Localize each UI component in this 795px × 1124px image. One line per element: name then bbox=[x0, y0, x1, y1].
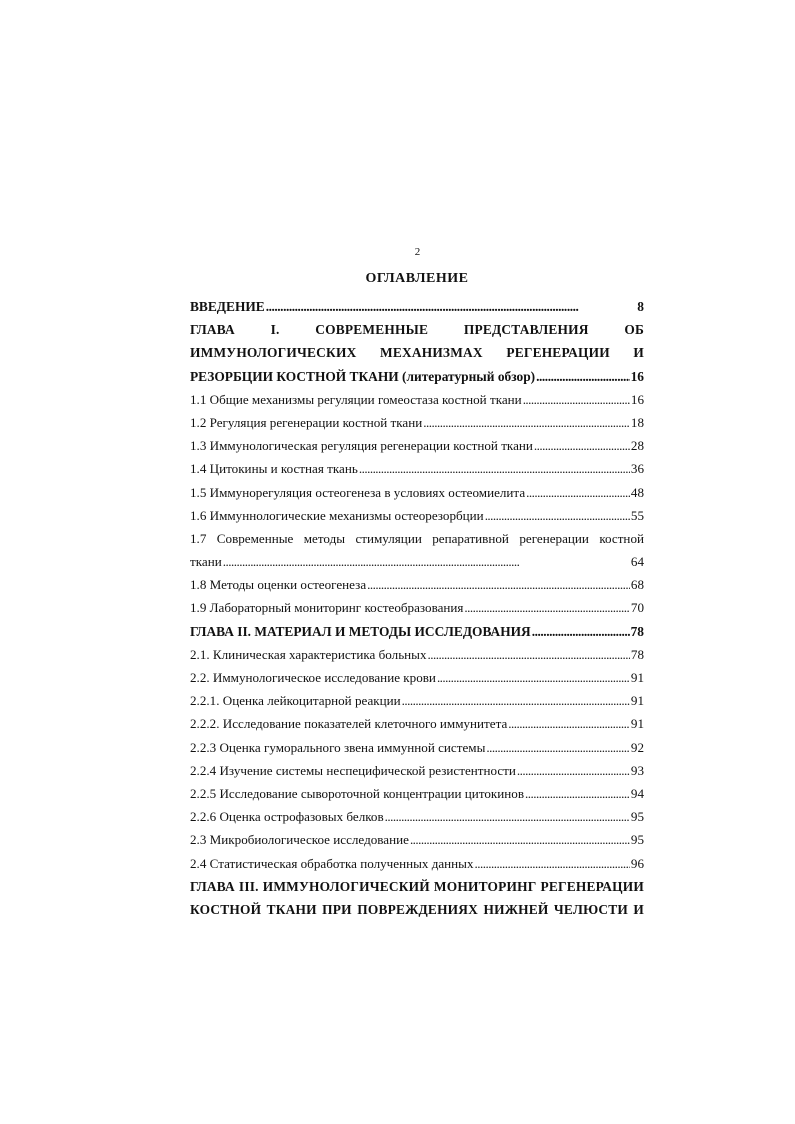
toc-entry-introduction[interactable] bbox=[190, 295, 644, 318]
toc-entry-label: 2.3 Микробиологическое исследование bbox=[190, 832, 409, 848]
toc-entry[interactable] bbox=[190, 411, 644, 434]
dot-leader bbox=[508, 712, 630, 735]
toc-entry-page: 18 bbox=[630, 414, 644, 430]
toc-entry[interactable] bbox=[190, 828, 644, 851]
dot-leader bbox=[464, 596, 629, 619]
toc-entry-page: 91 bbox=[630, 693, 644, 709]
toc-entry-label: РЕЗОРБЦИИ КОСТНОЙ ТКАНИ (литературный обзор) bbox=[190, 368, 536, 384]
toc-entry-page: 95 bbox=[630, 809, 644, 825]
dot-leader bbox=[485, 504, 630, 527]
dot-leader bbox=[359, 457, 630, 480]
toc-entry-label: 2.4 Статистическая обработка полученных данных bbox=[190, 855, 474, 871]
toc-entry-page: 28 bbox=[630, 438, 644, 454]
table-of-contents bbox=[190, 295, 644, 921]
toc-entry[interactable] bbox=[190, 736, 644, 759]
toc-entry[interactable] bbox=[190, 782, 644, 805]
dot-leader bbox=[526, 481, 630, 504]
toc-entry-label: 1.1 Общие механизмы регуляции гомеостаза костной ткани bbox=[190, 391, 522, 407]
toc-entry-page: 36 bbox=[630, 461, 644, 477]
toc-entry-line: ГЛАВА I. СОВРЕМЕННЫЕ ПРЕДСТАВЛЕНИЯ ОБ bbox=[190, 322, 644, 338]
toc-heading: ОГЛАВЛЕНИЕ bbox=[365, 271, 469, 286]
toc-entry-label: 1.2 Регуляция регенерации костной ткани bbox=[190, 414, 423, 430]
dot-leader bbox=[532, 620, 630, 643]
toc-entry[interactable] bbox=[190, 805, 644, 828]
dot-leader bbox=[517, 759, 630, 782]
toc-entry[interactable] bbox=[190, 759, 644, 782]
toc-entry[interactable] bbox=[190, 643, 644, 666]
dot-leader bbox=[437, 666, 630, 689]
toc-entry-page: 16 bbox=[630, 368, 644, 384]
dot-leader bbox=[266, 295, 637, 318]
toc-entry[interactable] bbox=[190, 596, 644, 619]
toc-entry-line: 1.7 Современные методы стимуляции репаративной регенерации костной bbox=[190, 530, 644, 546]
toc-entry-label: 1.6 Иммуннологические механизмы остеорезорбции bbox=[190, 507, 484, 523]
page-number: 2 bbox=[414, 246, 421, 258]
toc-entry-page: 92 bbox=[630, 739, 644, 755]
toc-entry-label: 1.8 Методы оценки остеогенеза bbox=[190, 577, 367, 593]
toc-entry-label: ГЛАВА II. МАТЕРИАЛ И МЕТОДЫ ИССЛЕДОВАНИЯ bbox=[190, 623, 531, 639]
dot-leader bbox=[428, 643, 630, 666]
toc-entry-page: 70 bbox=[630, 600, 644, 616]
toc-entry-page: 8 bbox=[637, 299, 644, 314]
toc-entry-label: 2.2.3 Оценка гуморального звена иммунной системы bbox=[190, 739, 486, 755]
toc-entry-label: ВВЕДЕНИЕ bbox=[190, 299, 265, 314]
toc-entry-label: 2.2.5 Исследование сывороточной концентрации цитокинов bbox=[190, 785, 525, 801]
toc-entry-page: 55 bbox=[630, 507, 644, 523]
dot-leader bbox=[534, 434, 630, 457]
dot-leader bbox=[223, 550, 630, 573]
toc-entry[interactable] bbox=[190, 504, 644, 527]
toc-entry-label: 1.5 Иммунорегуляция остеогенеза в условиях остеомиелита bbox=[190, 484, 526, 500]
toc-entry-label: 1.4 Цитокины и костная ткань bbox=[190, 461, 358, 477]
toc-entry-label: 2.2.4 Изучение системы неспецифической резистентности bbox=[190, 762, 516, 778]
toc-entry-page: 95 bbox=[630, 832, 644, 848]
toc-entry-label: ткани bbox=[190, 554, 222, 570]
dot-leader bbox=[475, 852, 630, 875]
toc-entry[interactable] bbox=[190, 481, 644, 504]
toc-entry[interactable] bbox=[190, 573, 644, 596]
toc-entry-line: ИММУНОЛОГИЧЕСКИХ МЕХАНИЗМАХ РЕГЕНЕРАЦИИ И bbox=[190, 345, 644, 361]
toc-entry[interactable] bbox=[190, 666, 644, 689]
toc-entry-page: 48 bbox=[630, 484, 644, 500]
toc-entry[interactable] bbox=[190, 527, 644, 573]
toc-entry-label: 1.9 Лабораторный мониторинг костеобразования bbox=[190, 600, 464, 616]
toc-entry-label: 1.3 Иммунологическая регуляция регенерации костной ткани bbox=[190, 438, 533, 454]
dot-leader bbox=[367, 573, 630, 596]
dot-leader bbox=[410, 828, 630, 851]
toc-entry-chapter-2[interactable] bbox=[190, 620, 644, 643]
toc-entry-chapter-1[interactable] bbox=[190, 318, 644, 388]
toc-entry-page: 94 bbox=[630, 785, 644, 801]
dot-leader bbox=[423, 411, 630, 434]
toc-entry[interactable] bbox=[190, 712, 644, 735]
toc-entry-chapter-3[interactable] bbox=[190, 875, 644, 921]
toc-entry[interactable] bbox=[190, 689, 644, 712]
toc-entry-page: 16 bbox=[630, 391, 644, 407]
toc-entry-page: 68 bbox=[630, 577, 644, 593]
toc-entry[interactable] bbox=[190, 457, 644, 480]
toc-entry-label: 2.2. Иммунологическое исследование крови bbox=[190, 670, 436, 685]
dot-leader bbox=[486, 736, 630, 759]
toc-entry-page: 93 bbox=[630, 762, 644, 778]
toc-entry-page: 96 bbox=[630, 855, 644, 871]
toc-entry-label: 2.2.2. Исследование показателей клеточного иммунитета bbox=[190, 716, 508, 732]
toc-entry-label: 2.1. Клиническая характеристика больных bbox=[190, 646, 427, 662]
toc-entry-page: 64 bbox=[630, 554, 644, 570]
toc-entry-line: КОСТНОЙ ТКАНИ ПРИ ПОВРЕЖДЕНИЯХ НИЖНЕЙ ЧЕЛЮСТИ И bbox=[190, 901, 644, 917]
dot-leader bbox=[402, 689, 630, 712]
dot-leader bbox=[525, 782, 630, 805]
toc-entry-page: 78 bbox=[630, 623, 644, 639]
toc-entry[interactable] bbox=[190, 388, 644, 411]
toc-entry-page: 91 bbox=[630, 670, 644, 685]
toc-entry[interactable] bbox=[190, 434, 644, 457]
toc-entry-line: ГЛАВА III. ИММУНОЛОГИЧЕСКИЙ МОНИТОРИНГ РЕГЕНЕРАЦИИ bbox=[190, 878, 644, 894]
toc-entry-page: 91 bbox=[630, 716, 644, 732]
toc-entry-label: 2.2.1. Оценка лейкоцитарной реакции bbox=[190, 693, 401, 709]
dot-leader bbox=[523, 388, 630, 411]
dot-leader bbox=[385, 805, 630, 828]
toc-entry[interactable] bbox=[190, 852, 644, 875]
toc-entry-page: 78 bbox=[630, 646, 644, 662]
toc-entry-label: 2.2.6 Оценка острофазовых белков bbox=[190, 809, 384, 825]
dot-leader bbox=[536, 365, 629, 388]
